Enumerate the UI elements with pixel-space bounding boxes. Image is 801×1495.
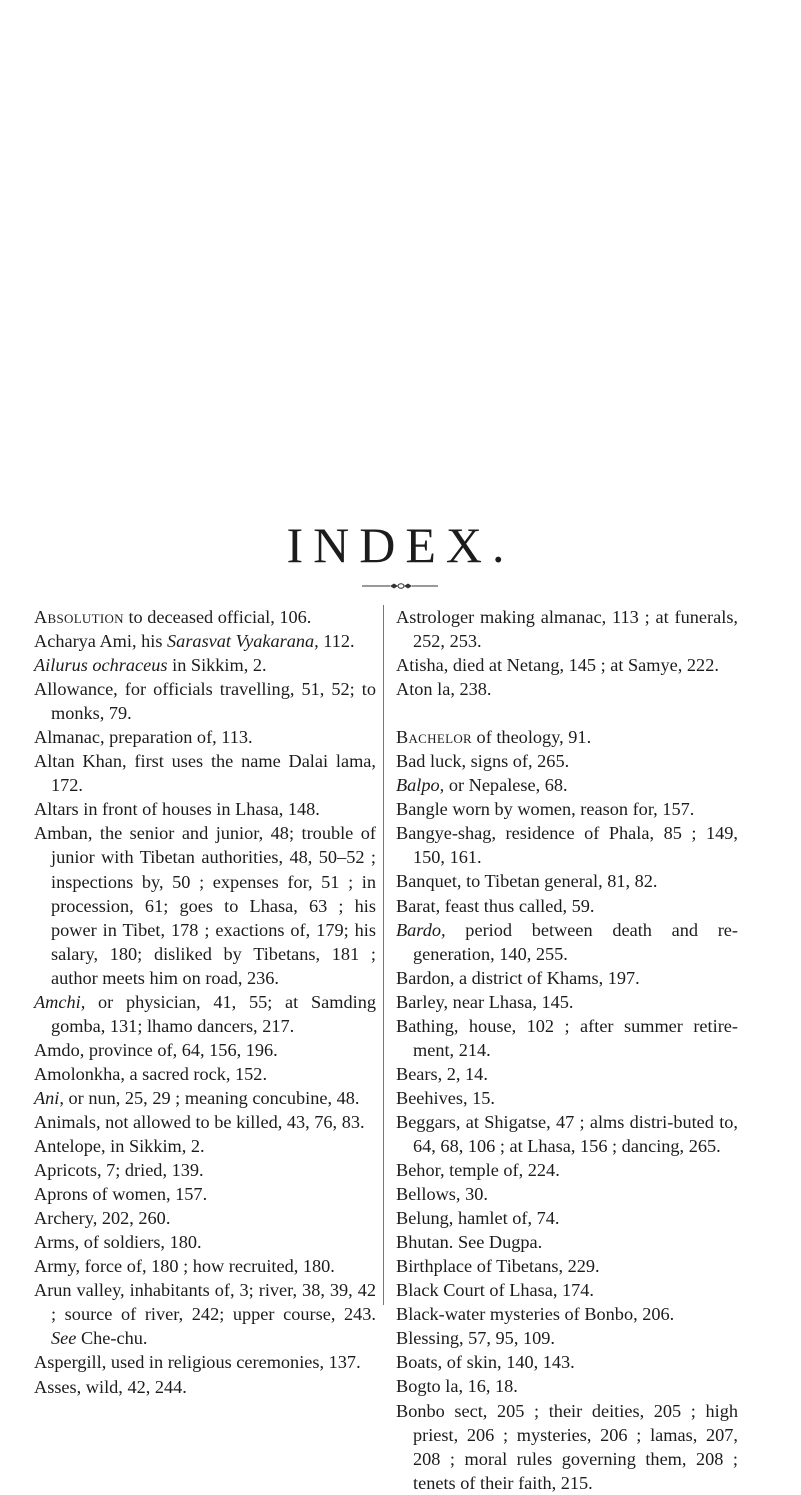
entry-text: in Sikkim, 2.: [167, 655, 267, 676]
entry-text: or physician, 41, 55; at Samding gomba, 131; lhamo dancers, 217.: [51, 991, 376, 1036]
entry-text: Altan Khan, first uses the name Dalai lama, 172.: [34, 751, 376, 796]
index-entry: [396, 1278, 738, 1302]
title-ornament: [362, 582, 438, 590]
entry-italic-text: Balpo,: [396, 775, 445, 796]
entry-text: or nun, 25, 29 ; meaning concubine, 48.: [63, 1087, 360, 1108]
entry-heading-word: Bachelor: [396, 727, 472, 748]
entry-text: Amdo, province of, 64, 156, 196.: [34, 1039, 278, 1060]
entry-text: Beehives, 15.: [396, 1087, 496, 1108]
entry-text: Blessing, 57, 95, 109.: [396, 1328, 555, 1349]
index-entry: [34, 1254, 376, 1278]
index-entry: [396, 749, 738, 773]
index-entry: [396, 990, 738, 1014]
index-entry: [34, 1062, 376, 1086]
entry-text: Astrologer making almanac, 113 ; at funerals, 252, 253.: [396, 607, 738, 652]
section-gap: [396, 701, 738, 725]
index-entry: [396, 1158, 738, 1182]
index-entry: [34, 1182, 376, 1206]
index-entry: [34, 725, 376, 749]
entry-italic-text: See: [51, 1328, 77, 1349]
index-entry: [396, 605, 738, 653]
column-divider: [383, 605, 384, 1305]
index-entry: [396, 1206, 738, 1230]
entry-text: to deceased official, 106.: [123, 607, 312, 627]
index-entry: [34, 1350, 376, 1374]
entry-text: Birthplace of Tibetans, 229.: [396, 1256, 600, 1277]
index-entry: [34, 1110, 376, 1134]
entry-text: Black Court of Lhasa, 174.: [396, 1280, 595, 1301]
index-entry: [396, 1302, 738, 1326]
index-entry: [396, 918, 738, 966]
index-entry: [396, 1182, 738, 1206]
entry-italic-text: Ani,: [34, 1087, 64, 1108]
index-entry: [34, 1158, 376, 1182]
entry-text: Bad luck, signs of, 265.: [396, 751, 570, 772]
entry-text: Archery, 202, 260.: [34, 1208, 171, 1229]
index-entry: [396, 725, 738, 749]
index-entry: [34, 605, 376, 629]
index-entry: [396, 1399, 738, 1495]
entry-text: Apricots, 7; dried, 139.: [34, 1160, 204, 1181]
index-entry: [34, 1206, 376, 1230]
entry-text: period between death and re-generation, 140, 255.: [413, 919, 738, 964]
entry-text: Bangle worn by women, reason for, 157.: [396, 799, 695, 820]
index-entry: [34, 1278, 376, 1350]
entry-text: Barley, near Lhasa, 145.: [396, 991, 574, 1012]
entry-text: of theology, 91.: [471, 727, 592, 748]
entry-text: Aprons of women, 157.: [34, 1184, 208, 1205]
index-entry: [396, 1062, 738, 1086]
entry-text: Amban, the senior and junior, 48; trouble of junior with Tibetan authorities, 48, 50–52 ; inspections by, 50 ; expenses for, 51 ; in procession, 61; goes to Lhasa, 63 ; his power in Tibet, 178 ; exactions of, 179; his salary, 180; disliked by Tibetans, 181 ; author meets him on road, 236.: [34, 823, 376, 988]
index-entry: [34, 1038, 376, 1062]
entry-text: Aspergill, used in religious ceremonies, 137.: [34, 1352, 361, 1373]
index-entry: [34, 653, 376, 677]
entry-text: Bardon, a district of Khams, 197.: [396, 967, 640, 988]
entry-text: Antelope, in Sikkim, 2.: [34, 1136, 205, 1157]
entry-text: Bears, 2, 14.: [396, 1063, 488, 1084]
entry-text: Atisha, died at Netang, 145 ; at Samye, 222.: [396, 655, 719, 676]
entry-text: Che-chu.: [76, 1328, 148, 1349]
entry-italic-text: Sarasvat Vyakarana,: [167, 631, 319, 652]
entry-text: Army, force of, 180 ; how recruited, 180.: [34, 1256, 335, 1277]
index-entry: [396, 869, 738, 893]
index-entry: [396, 653, 738, 677]
index-entry: [34, 797, 376, 821]
entry-text: Asses, wild, 42, 244.: [34, 1376, 187, 1397]
entry-text: Bogto la, 16, 18.: [396, 1376, 518, 1397]
entry-text: Behor, temple of, 224.: [396, 1160, 560, 1181]
index-entry: [34, 1134, 376, 1158]
entry-text: Belung, hamlet of, 74.: [396, 1208, 560, 1229]
index-entry: [34, 749, 376, 797]
page-title: INDEX.: [286, 517, 515, 573]
index-entry: [34, 990, 376, 1038]
index-entry: [34, 1086, 376, 1110]
index-column-right: [396, 605, 738, 1495]
entry-text: Bhutan. See Dugpa.: [396, 1232, 543, 1253]
index-entry: [396, 894, 738, 918]
entry-text: Arun valley, inhabitants of, 3; river, 38, 39, 42 ; source of river, 242; upper course, 243.: [34, 1280, 376, 1325]
index-entry: [34, 1230, 376, 1254]
entry-text: Black-water mysteries of Bonbo, 206.: [396, 1304, 675, 1325]
entry-text: Acharya Ami, his: [34, 631, 168, 652]
entry-text: Altars in front of houses in Lhasa, 148.: [34, 799, 320, 820]
index-entry: [396, 1254, 738, 1278]
index-entry: [396, 966, 738, 990]
entry-text: Barat, feast thus called, 59.: [396, 895, 595, 916]
entry-text: Bonbo sect, 205 ; their deities, 205 ; high priest, 206 ; mysteries, 206 ; lamas, 207, 208 ; moral rules governing them, 208 ; tenets of their faith, 215.: [396, 1400, 738, 1493]
entry-text: Banquet, to Tibetan general, 81, 82.: [396, 871, 658, 892]
entry-italic-text: Amchi,: [34, 991, 86, 1012]
entry-text: Boats, of skin, 140, 143.: [396, 1352, 575, 1373]
entry-text: Bangye-shag, residence of Phala, 85 ; 149, 150, 161.: [396, 823, 738, 868]
entry-text: Almanac, preparation of, 113.: [34, 727, 253, 748]
index-entry: [396, 1350, 738, 1374]
entry-text: 112.: [318, 631, 355, 652]
index-entry: [396, 821, 738, 869]
index-entry: [396, 1230, 738, 1254]
index-entry: [396, 677, 738, 701]
index-entry: [396, 797, 738, 821]
index-entry: [396, 1014, 738, 1062]
entry-text: or Nepalese, 68.: [444, 775, 568, 796]
index-entry: [34, 1375, 376, 1399]
entry-heading-word: Absolution: [34, 607, 124, 627]
entry-text: Allowance, for officials travelling, 51, 52; to monks, 79.: [34, 679, 376, 724]
index-entry: [396, 1086, 738, 1110]
index-entry: [34, 821, 376, 989]
entry-text: Bathing, house, 102 ; after summer retire-ment, 214.: [396, 1015, 738, 1060]
entry-italic-text: Ailurus ochraceus: [34, 655, 168, 676]
index-entry: [396, 1374, 738, 1398]
entry-text: Beggars, at Shigatse, 47 ; alms distri-buted to, 64, 68, 106 ; at Lhasa, 156 ; dancing, 265.: [396, 1111, 738, 1156]
entry-italic-text: Bardo,: [396, 919, 446, 940]
entry-text: Amolonkha, a sacred rock, 152.: [34, 1063, 268, 1084]
index-entry: [34, 629, 376, 653]
index-entry: [34, 677, 376, 725]
entry-text: Aton la, 238.: [396, 679, 492, 700]
index-column-left: [34, 605, 376, 1399]
entry-text: Arms, of soldiers, 180.: [34, 1232, 202, 1253]
entry-text: Animals, not allowed to be killed, 43, 76, 83.: [34, 1111, 365, 1132]
index-entry: [396, 1110, 738, 1158]
index-entry: [396, 773, 738, 797]
entry-text: Bellows, 30.: [396, 1184, 488, 1205]
